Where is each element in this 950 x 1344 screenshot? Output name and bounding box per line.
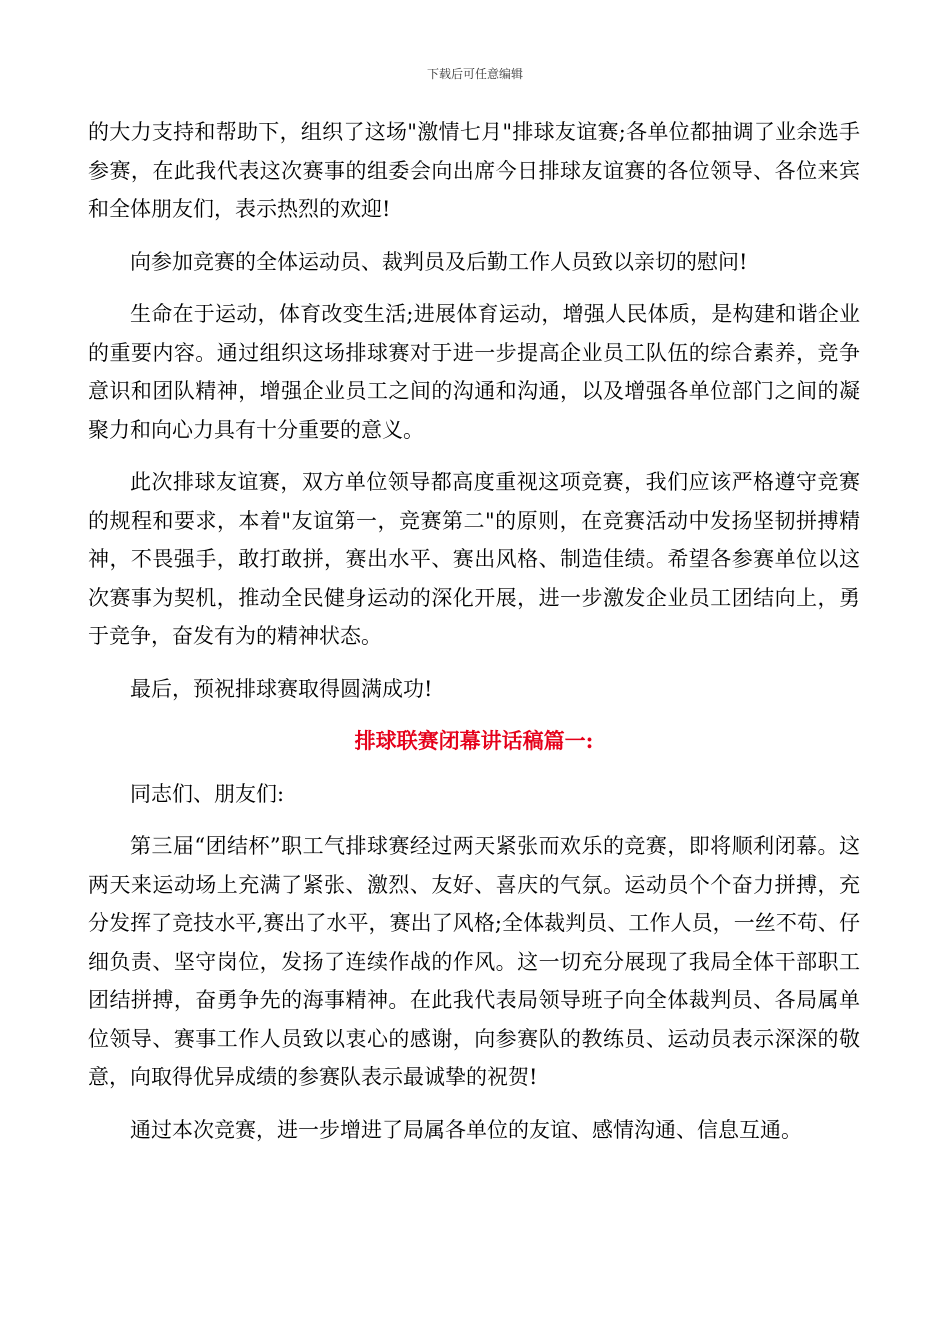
paragraph-sports-purpose: 生命在于运动，体育改变生活;进展体育运动，增强人民体质，是构建和谐企业的重要内容。通过组织这场排球赛对于进一步提高企业员工队伍的综合素养，竞争意识和团队精神，增强企业员工之间的沟通和沟通，以及增强各单位部门之间的凝聚力和向心力具有十分重要的意义。 xyxy=(88,302,860,442)
paragraph-closing-review: 第三届“团结杯”职工气排球赛经过两天紧张而欢乐的竞赛，即将顺利闭幕。这两天来运动场上充满了紧张、激烈、友好、喜庆的气氛。运动员个个奋力拼搏，充分发挥了竞技水平,赛出了水平，赛出了风格;全体裁判员、工作人员，一丝不苟、仔细负责、坚守岗位，发扬了连续作战的作风。这一切充分展现了我局全体干部职工团结拼搏，奋勇争先的海事精神。在此我代表局领导班子向全体裁判员、各局属单位领导、赛事工作人员致以衷心的感谢，向参赛队的教练员、运动员表示深深的敬意，向取得优异成绩的参赛队表示最诚挚的祝贺! xyxy=(88,834,860,1089)
paragraph-continuation: 的大力支持和帮助下，组织了这场"激情七月"排球友谊赛;各单位都抽调了业余选手参赛，在此我代表这次赛事的组委会向出席今日排球友谊赛的各位领导、各位来宾和全体朋友们，表示热烈的欢迎! xyxy=(88,120,860,221)
paragraph-salutation: 同志们、朋友们: xyxy=(130,781,285,806)
page-header-note: 下载后可任意编辑 xyxy=(426,67,523,81)
paragraph-greeting: 向参加竞赛的全体运动员、裁判员及后勤工作人员致以亲切的慰问! xyxy=(130,249,748,274)
paragraph-closing-outcome: 通过本次竞赛，进一步增进了局属各单位的友谊、感情沟通、信息互通。 xyxy=(130,1117,802,1142)
paragraph-wish: 最后，预祝排球赛取得圆满成功! xyxy=(130,676,433,701)
section-heading: 排球联赛闭幕讲话稿篇一: xyxy=(354,728,594,753)
paragraph-competition-spirit: 此次排球友谊赛，双方单位领导都高度重视这项竞赛，我们应该严格遵守竞赛的规程和要求，本着"友谊第一，竞赛第二"的原则，在竞赛活动中发扬坚韧拼搏精神，不畏强手，敢打敢拼，赛出水平、赛出风格、制造佳绩。希望各参赛单位以这次赛事为契机，推动全民健身运动的深化开展，进一步激发企业员工团结向上，勇于竞争，奋发有为的精神状态。 xyxy=(88,470,860,648)
document-body xyxy=(88,113,860,1149)
